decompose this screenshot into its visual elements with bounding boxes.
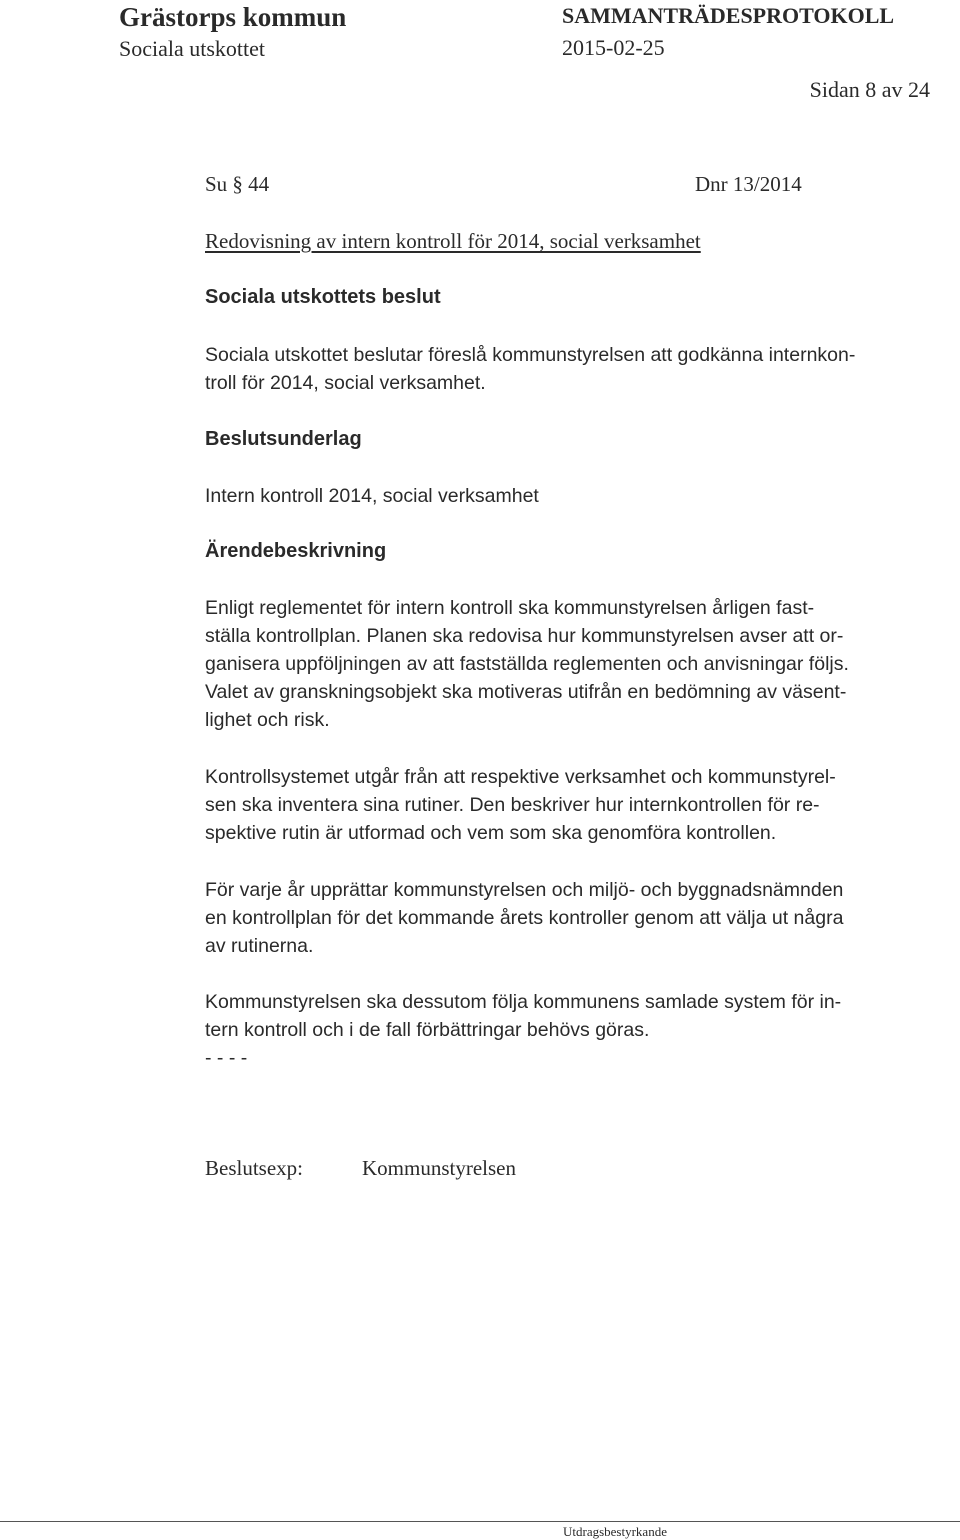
footer-certification-label: Utdragsbestyrkande [563,1524,667,1539]
decision-heading: Sociala utskottets beslut [205,286,441,308]
end-marker: - - - - [205,1047,248,1069]
basis-text: Intern kontroll 2014, social verksamhet [205,485,539,507]
case-dnr: Dnr 13/2014 [695,172,802,196]
decision-text: Sociala utskottet beslutar föreslå kommunstyrelsen att godkänna internkon- troll för 2014, social verksamhet. [205,344,856,394]
footer-divider [0,1521,960,1522]
dispatch-label: Beslutsexp: [205,1156,303,1180]
document-type: SAMMANTRÄDESPROTOKOLL [562,3,895,28]
dispatch-recipient: Kommunstyrelsen [362,1156,516,1180]
description-paragraph-1: Enligt reglementet för intern kontroll ska kommunstyrelsen årligen fast- ställa kontrollplan. Planen ska redovisa hur kommunstyrelsen avser att or- ganisera uppföljningen av att fastställda reglementen och anvisningar följs. Valet av granskningsobjekt ska motiveras utifrån en bedömning av väsent- lighet och risk. [205,597,849,731]
basis-heading: Beslutsunderlag [205,428,362,450]
description-heading: Ärendebeskrivning [205,540,387,562]
organization-name: Grästorps kommun [119,2,347,32]
description-paragraph-3: För varje år upprättar kommunstyrelsen och miljö- och byggnadsnämnden en kontrollplan för det kommande årets kontroller genom att välja ut några av rutinerna. [205,879,844,957]
document-date: 2015-02-25 [562,35,665,60]
description-paragraph-4: Kommunstyrelsen ska dessutom följa kommunens samlade system för in- tern kontroll och i de fall förbättringar behövs göras. [205,991,842,1041]
committee-name: Sociala utskottet [119,36,266,61]
description-paragraph-2: Kontrollsystemet utgår från att respektive verksamhet och kommunstyrel- sen ska inventera sina rutiner. Den beskriver hur internkontrollen för re- spektive rutin är utformad och vem som ska genomföra kontrollen. [205,766,836,844]
case-paragraph: Su § 44 [205,172,270,196]
case-title: Redovisning av intern kontroll för 2014, social verksamhet [205,229,701,253]
page-number: Sidan 8 av 24 [809,77,930,102]
